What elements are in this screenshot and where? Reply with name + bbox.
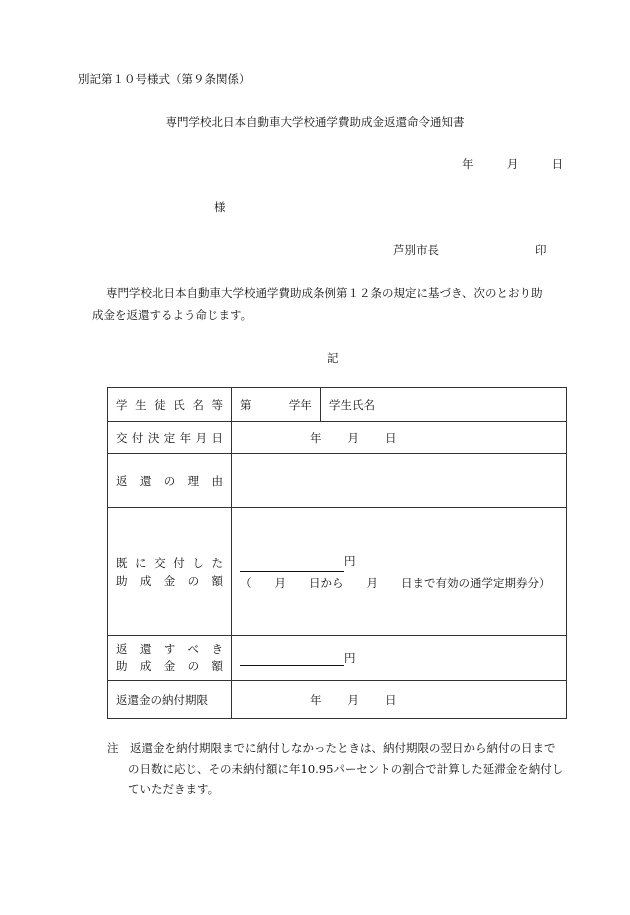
issue-date	[462, 156, 563, 172]
table-row	[108, 388, 567, 422]
date-year: 年	[462, 157, 474, 171]
table-row	[108, 454, 567, 508]
row-label: 返還金の納付期限	[108, 681, 232, 719]
validity-period: （ 月 日から 月 日まで有効の通学定期券分）	[240, 575, 551, 590]
table-row	[108, 508, 567, 636]
application-table	[107, 387, 567, 719]
row-label: 助成金の額	[116, 659, 223, 673]
seal-mark: 印	[535, 243, 547, 257]
note-mark: 注	[107, 741, 119, 755]
row-label: 返還の理由	[108, 454, 232, 508]
row-label: 既に交付した	[116, 555, 223, 570]
table-row: 交付決定年月日 年 月 日	[108, 422, 567, 454]
body-line-2: 成金を返還するよう命じます。	[92, 308, 253, 322]
row-label: 交付決定年月日	[108, 422, 232, 454]
footnote: 注 返還金を納付期限までに納付しなかったときは、納付期限の翌日から納付の日まで の日数に応じ、その未納付額に年10.95パーセントの割合で計算した延滞金を納付し ていただきます。	[107, 741, 564, 796]
document-title: 専門学校北日本自動車大学校通学費助成金返還命令通知書	[165, 115, 465, 129]
body-line-1: 専門学校北日本自動車大学校通学費助成条例第１２条の規定に基づき、次のとおり助	[106, 286, 543, 300]
date-month: 月	[506, 157, 519, 171]
ki-heading: 記	[327, 351, 339, 365]
yen-unit: 円	[344, 651, 356, 665]
grade-suffix: 学年	[288, 397, 312, 412]
table-row	[108, 636, 567, 681]
reason-field[interactable]	[232, 454, 567, 508]
row-label: 返還すべき	[116, 642, 223, 656]
date-day: 日	[551, 157, 564, 171]
form-number: 別記第１０号様式（第９条関係）	[78, 72, 251, 86]
row-label: 学生徒氏名等	[108, 388, 232, 422]
addressee-suffix: 様	[214, 200, 226, 214]
row-label: 助成金の額	[116, 573, 223, 588]
grade-prefix: 第	[240, 397, 252, 412]
table-row: 返還金の納付期限 年 月 日	[108, 681, 567, 719]
student-name-label: 学生氏名	[329, 397, 375, 412]
yen-unit: 円	[344, 553, 356, 568]
issuer-name: 芦別市長	[393, 243, 439, 257]
